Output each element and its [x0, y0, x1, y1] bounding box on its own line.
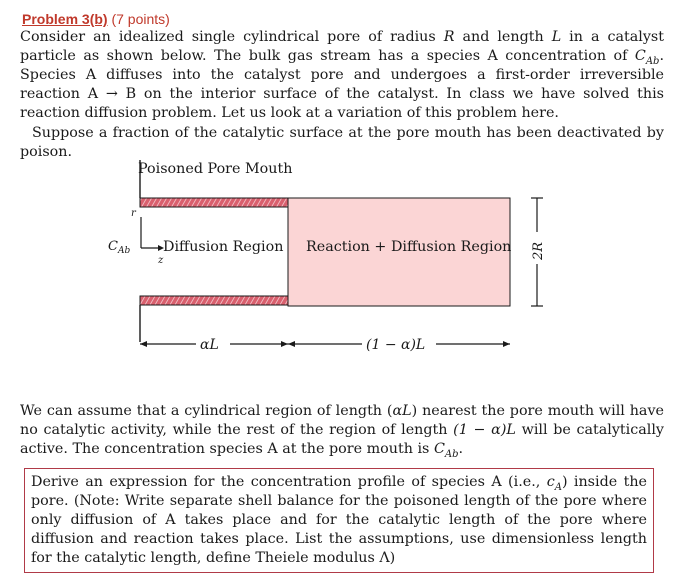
- problem-points: (7 points): [111, 11, 170, 27]
- one-minus-alpha-l-label: (1 − α)L: [366, 337, 426, 353]
- reaction-region-label: Reaction + Diffusion Region: [306, 239, 512, 255]
- task-box: Derive an expression for the concentration profile of species A (i.e., $c_A$) inside the pore. (Note: Write separate shell balance for the poisoned length of the pore where only diffusion of A takes place and for the catalytic length of the pore where diffusion and reaction takes place. List the assumptions, use dimensionless length for the catalytic length, define Theiele modulus Λ): [24, 468, 654, 573]
- problem-heading: [22, 11, 170, 27]
- alpha-l-label: αL: [200, 337, 219, 353]
- pore-diagram: [0, 155, 676, 355]
- figure-title: Poisoned Pore Mouth: [138, 161, 293, 177]
- cab-label: $C_{Ab}$: [108, 239, 131, 256]
- problem-number: Problem 3(b): [22, 11, 108, 27]
- assumption-paragraph: We can assume that a cylindrical region of length (αL) nearest the pore mouth will have no catalytic activity, while the rest of the region of length (1 − α)L will be catalytically active. The concentration species A at the pore mouth is $C_{Ab}$.: [20, 403, 665, 460]
- diffusion-region-label: Diffusion Region: [163, 239, 284, 255]
- r-label: r: [131, 208, 136, 219]
- radius-label: 2R: [531, 241, 546, 260]
- poisoned-wall-top: [140, 198, 288, 207]
- intro-paragraph: Consider an idealized single cylindrical pore of radius R and length L in a catalyst particle as shown below. The bulk gas stream has a species A concentration of $C_{Ab}$. Species A diffuses into the catalyst pore and undergoes a first-order irreversible reaction A → B on the interior surface of the catalyst. In class we have solved this reaction diffusion problem. Let us look at a variation of this problem here.: [20, 29, 664, 121]
- poisoned-wall-bottom: [140, 296, 288, 305]
- z-label: z: [158, 255, 164, 266]
- suppose-paragraph: Suppose a fraction of the catalytic surface at the pore mouth has been deactivated by poison.: [20, 125, 664, 160]
